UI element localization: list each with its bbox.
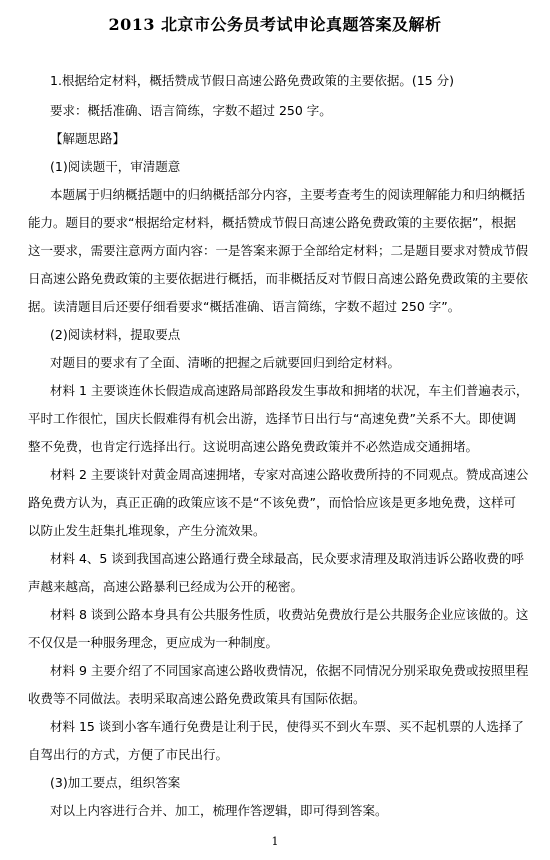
section-heading: 【解题思路】 <box>50 131 126 146</box>
paragraph-line: 自驾出行的方式，方便了市民出行。 <box>28 747 229 762</box>
requirement-line: 要求：概括准确、语言简练，字数不超过 250 字。 <box>50 103 332 118</box>
paragraph-line: 材料 1 主要谈连休长假造成高速路局部路段发生事故和拥堵的状况，车主们普遍表示， <box>50 383 529 398</box>
page-title: 2013 北京市公务员考试申论真题答案及解析 <box>108 15 442 34</box>
paragraph-line: 材料 4、5 谈到我国高速公路通行费全球最高，民众要求清理及取消违诉公路收费的呼 <box>50 551 524 566</box>
paragraph-line: 能力。题目的要求“根据给定材料，概括赞成节假日高速公路免费政策的主要依据”，根据 <box>28 215 516 230</box>
paragraph-line: 材料 2 主要谈针对黄金周高速拥堵，专家对高速公路收费所持的不同观点。赞成高速公 <box>50 467 529 482</box>
paragraph-line: 材料 8 谈到公路本身具有公共服务性质，收费站免费放行是公共服务企业应该做的。这 <box>50 607 529 622</box>
paragraph-line: 路免费方认为，真正正确的政策应该不是“不该免费”，而恰恰应该是更多地免费，这样可 <box>28 495 516 510</box>
paragraph-line: 收费等不同做法。表明采取高速公路免费政策具有国际依据。 <box>28 691 366 706</box>
step-heading: (2)阅读材料，提取要点 <box>50 327 181 342</box>
step-heading: (3)加工要点，组织答案 <box>50 775 181 790</box>
paragraph-line: 本题属于归纳概括题中的归纳概括部分内容，主要考查考生的阅读理解能力和归纳概括 <box>50 187 526 202</box>
paragraph-line: 平时工作很忙，国庆长假难得有机会出游，选择节日出行与“高速免费”关系不大。即使调 <box>28 411 516 426</box>
question-line: 1.根据给定材料，概括赞成节假日高速公路免费政策的主要依据。(15 分) <box>50 73 455 88</box>
paragraph-line: 对以上内容进行合并、加工，梳理作答逻辑，即可得到答案。 <box>50 803 388 818</box>
paragraph-line: 材料 15 谈到小客车通行免费是让利于民，使得买不到火车票、买不起机票的人选择了 <box>50 719 524 734</box>
paragraph-line: 声越来越高，高速公路暴利已经成为公开的秘密。 <box>28 579 304 594</box>
page-number: 1 <box>271 835 279 848</box>
paragraph-line: 日高速公路免费政策的主要依据进行概括，而非概括反对节假日高速公路免费政策的主要依 <box>28 271 529 286</box>
paragraph-line: 材料 9 主要介绍了不同国家高速公路收费情况，依据不同情况分别采取免费或按照里程 <box>50 663 529 678</box>
paragraph-line: 整不免费，也肯定行选择出行。这说明高速公路免费政策并不必然造成交通拥堵。 <box>28 439 479 454</box>
paragraph-line: 对题目的要求有了全面、清晰的把握之后就要回归到给定材料。 <box>50 355 401 370</box>
paragraph-line: 据。读清题目后还要仔细看要求“概括准确、语言简练，字数不超过 250 字”。 <box>28 299 461 314</box>
paragraph-line: 这一要求，需要注意两方面内容：一是答案来源于全部给定材料；二是题目要求对赞成节假 <box>28 243 529 258</box>
paragraph-line: 不仅仅是一种服务理念，更应成为一种制度。 <box>28 635 279 650</box>
paragraph-line: 以防止发生赶集扎堆现象，产生分流效果。 <box>28 523 266 538</box>
step-heading: (1)阅读题干，审清题意 <box>50 159 181 174</box>
